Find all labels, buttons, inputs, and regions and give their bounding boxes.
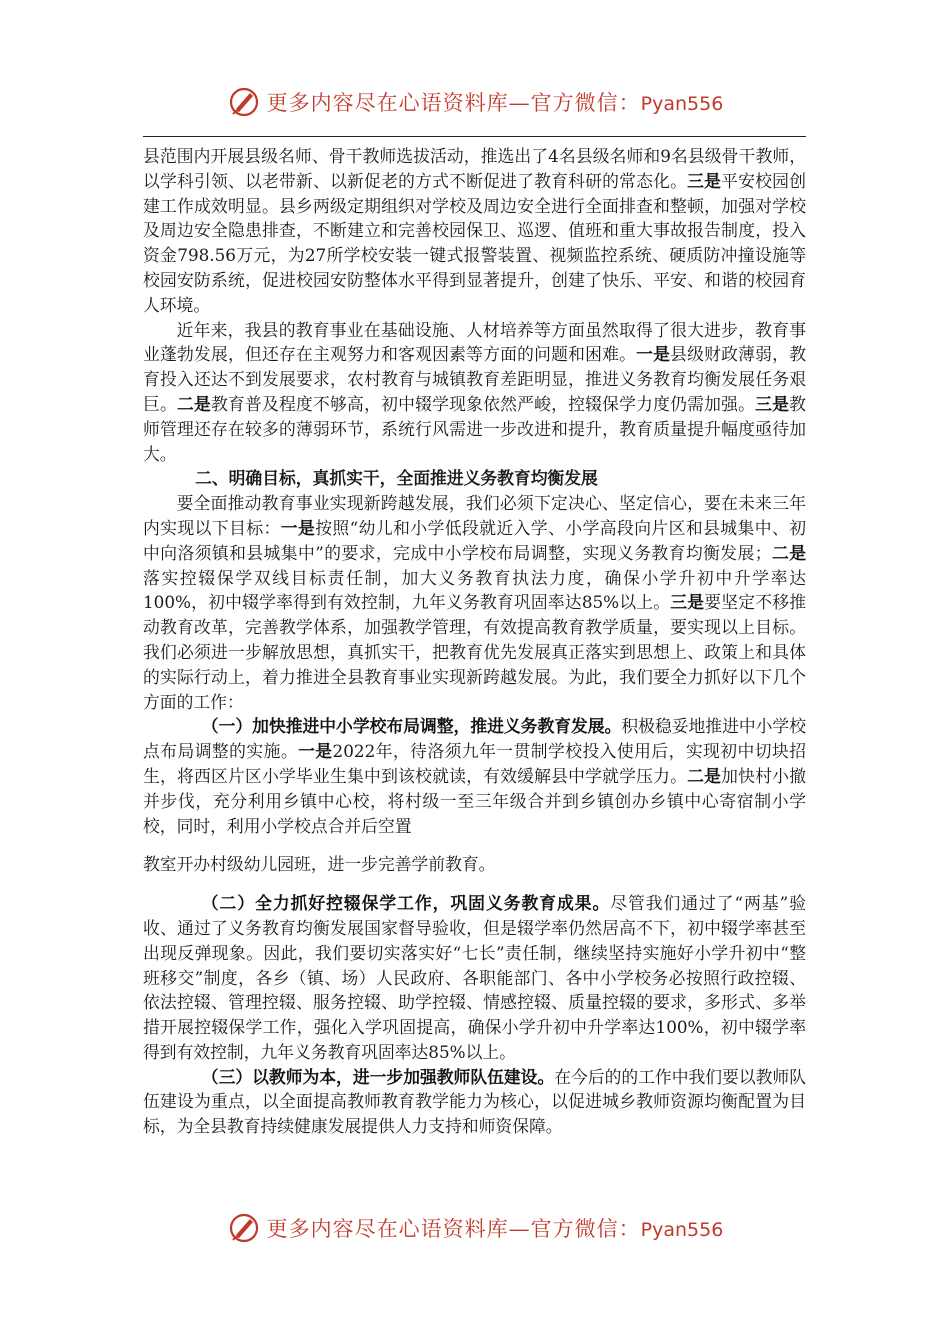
bold-run: 二是: [177, 393, 212, 414]
text-run: 教室开办村级幼儿园班，进一步完善学前教育。: [143, 854, 496, 875]
text-run: 按照“幼儿和小学低段就近入学、小学高段向片区和县城集中、初中向洛须镇和县城集中”的要求，完成中小学校布局调整，实现义务教育均衡发展；: [143, 517, 806, 563]
text-run: 加快村小撤并步伐，充分利用乡镇中心校，将村级一至三年级合并到乡镇创办乡镇中心寄宿制小学校，同时，利用小学校点合并后空置: [143, 765, 806, 836]
logo-icon: [227, 1211, 261, 1245]
text-run: 要全面推动教育事业实现新跨越发展，我们必须下定决心、坚定信心，要在未来三年内实现以下目标：: [143, 493, 806, 538]
paragraph-5: [143, 891, 806, 1065]
document-body: [143, 144, 806, 1139]
text-run: 要坚定不移推动教育改革，完善教学体系，加强教学管理，有效提高教育教学质量，要实现以上目标。我们必须进一步解放思想，真抓实干，把教育优先发展真正落实到思想上、政策上和具体的实际行动上，着力推进全县教育事业实现新跨越发展。为此，我们要全力抓好以下几个方面的工作：: [143, 592, 806, 712]
logo-icon: [227, 85, 261, 119]
text-run: 2022年，待洛须九年一贯制学校投入使用后，实现初中切块招生，将西区片区小学毕业生集中到该校就读，有效缓解县中学就学压力。: [143, 741, 806, 786]
section-heading-2: 二、明确目标，真抓实干，全面推进义务教育均衡发展: [195, 468, 598, 489]
banner-text: 更多内容尽在心语资料库—官方微信：Pyan556: [266, 91, 724, 115]
bold-run: 三是: [755, 393, 790, 414]
bold-run: 一是: [636, 344, 671, 365]
banner-handle: Pyan556: [640, 1219, 724, 1241]
text-run: 近年来，我县的教育事业在基础设施、人材培养等方面虽然取得了很大进步，教育事业蓬勃发展，但还存在主观努力和客观因素等方面的问题和困难。: [143, 319, 806, 365]
header-banner: [0, 82, 950, 122]
bold-run: （三）以教师为本，进一步加强教师队伍建设。: [201, 1066, 555, 1087]
bold-run: 三是: [670, 592, 705, 613]
bold-run: 一是: [298, 741, 333, 762]
text-run: 尽管我们通过了“两基”验收、通过了义务教育均衡发展国家督导验收，但是辍学率仍然居高不下，初中辍学率甚至出现反弹现象。因此，我们要切实落实好“七长”责任制，继续坚持实施好小学升初中“整班移交”制度，各乡（镇、场）人民政府、各职能部门、各中小学校务必按照行政控辍、依法控辍、管理控辍、服务控辍、助学控辍、情感控辍、质量控辍的要求，多形式、多举措开展控辍保学工作，强化入学巩固提高，确保小学升初中升学率达100%，初中辍学率得到有效控制，九年义务教育巩固率达85%以上。: [143, 893, 806, 1062]
bold-run: （二）全力抓好控辍保学工作，巩固义务教育成果。: [201, 893, 611, 914]
paragraph-4: [143, 714, 806, 838]
text-run: 县范围内开展县级名师、骨干教师选拔活动，推选出了4名县级名师和9名县级骨干教师，以学科引领、以老带新、以新促老的方式不断促进了教育科研的常态化。: [143, 146, 806, 191]
banner-handle: Pyan556: [640, 93, 724, 115]
bold-run: （一）加快推进中小学校布局调整，推进义务教育发展。: [201, 716, 622, 737]
text-run: 积极稳妥地推进中小学校点布局调整的实施。: [143, 716, 806, 762]
paragraph-4-continued: [143, 852, 806, 877]
paragraph-1: [143, 144, 806, 318]
text-run: 县级财政薄弱，教育投入还达不到发展要求，农村教育与城镇教育差距明显，推进义务教育均衡发展任务艰巨。: [143, 344, 806, 414]
paragraph-6: [143, 1065, 806, 1139]
text-run: 在今后的的工作中我们要以教师队伍建设为重点，以全面提高教师教育教学能力为核心，以促进城乡教师资源均衡配置为目标，为全县教育持续健康发展提供人力支持和师资保障。: [143, 1066, 806, 1137]
header-rule: [143, 136, 806, 137]
text-run: 教育普及程度不够高，初中辍学现象依然严峻，控辍保学力度仍需加强。: [211, 393, 756, 414]
text-run: 平安校园创建工作成效明显。县乡两级定期组织对学校及周边安全进行全面排查和整顿，加强对学校及周边安全隐患排查，不断建立和完善校园保卫、巡逻、值班和重大事故报告制度，投入资金798.56万元，为27所学校安装一键式报警装置、视频监控系统、硬质防冲撞设施等校园安防系统，促进校园安防整体水平得到显著提升，创建了快乐、平安、和谐的校园育人环境。: [143, 170, 806, 315]
paragraph-2: [143, 318, 806, 467]
text-run: 教师管理还存在较多的薄弱环节，系统行风需进一步改进和提升，教育质量提升幅度亟待加大。: [143, 393, 806, 464]
bold-run: 二是: [687, 765, 722, 786]
text-run: 落实控辍保学双线目标责任制，加大义务教育执法力度，确保小学升初中升学率达100%，初中辍学率得到有效控制，九年义务教育巩固率达85%以上。: [143, 567, 806, 613]
bold-run: 三是: [687, 170, 722, 191]
footer-banner: [0, 1208, 950, 1248]
paragraph-3: [143, 491, 806, 714]
banner-text: 更多内容尽在心语资料库—官方微信：Pyan556: [266, 1217, 724, 1241]
bold-run: 一是: [280, 517, 316, 538]
bold-run: 二是: [771, 542, 806, 563]
